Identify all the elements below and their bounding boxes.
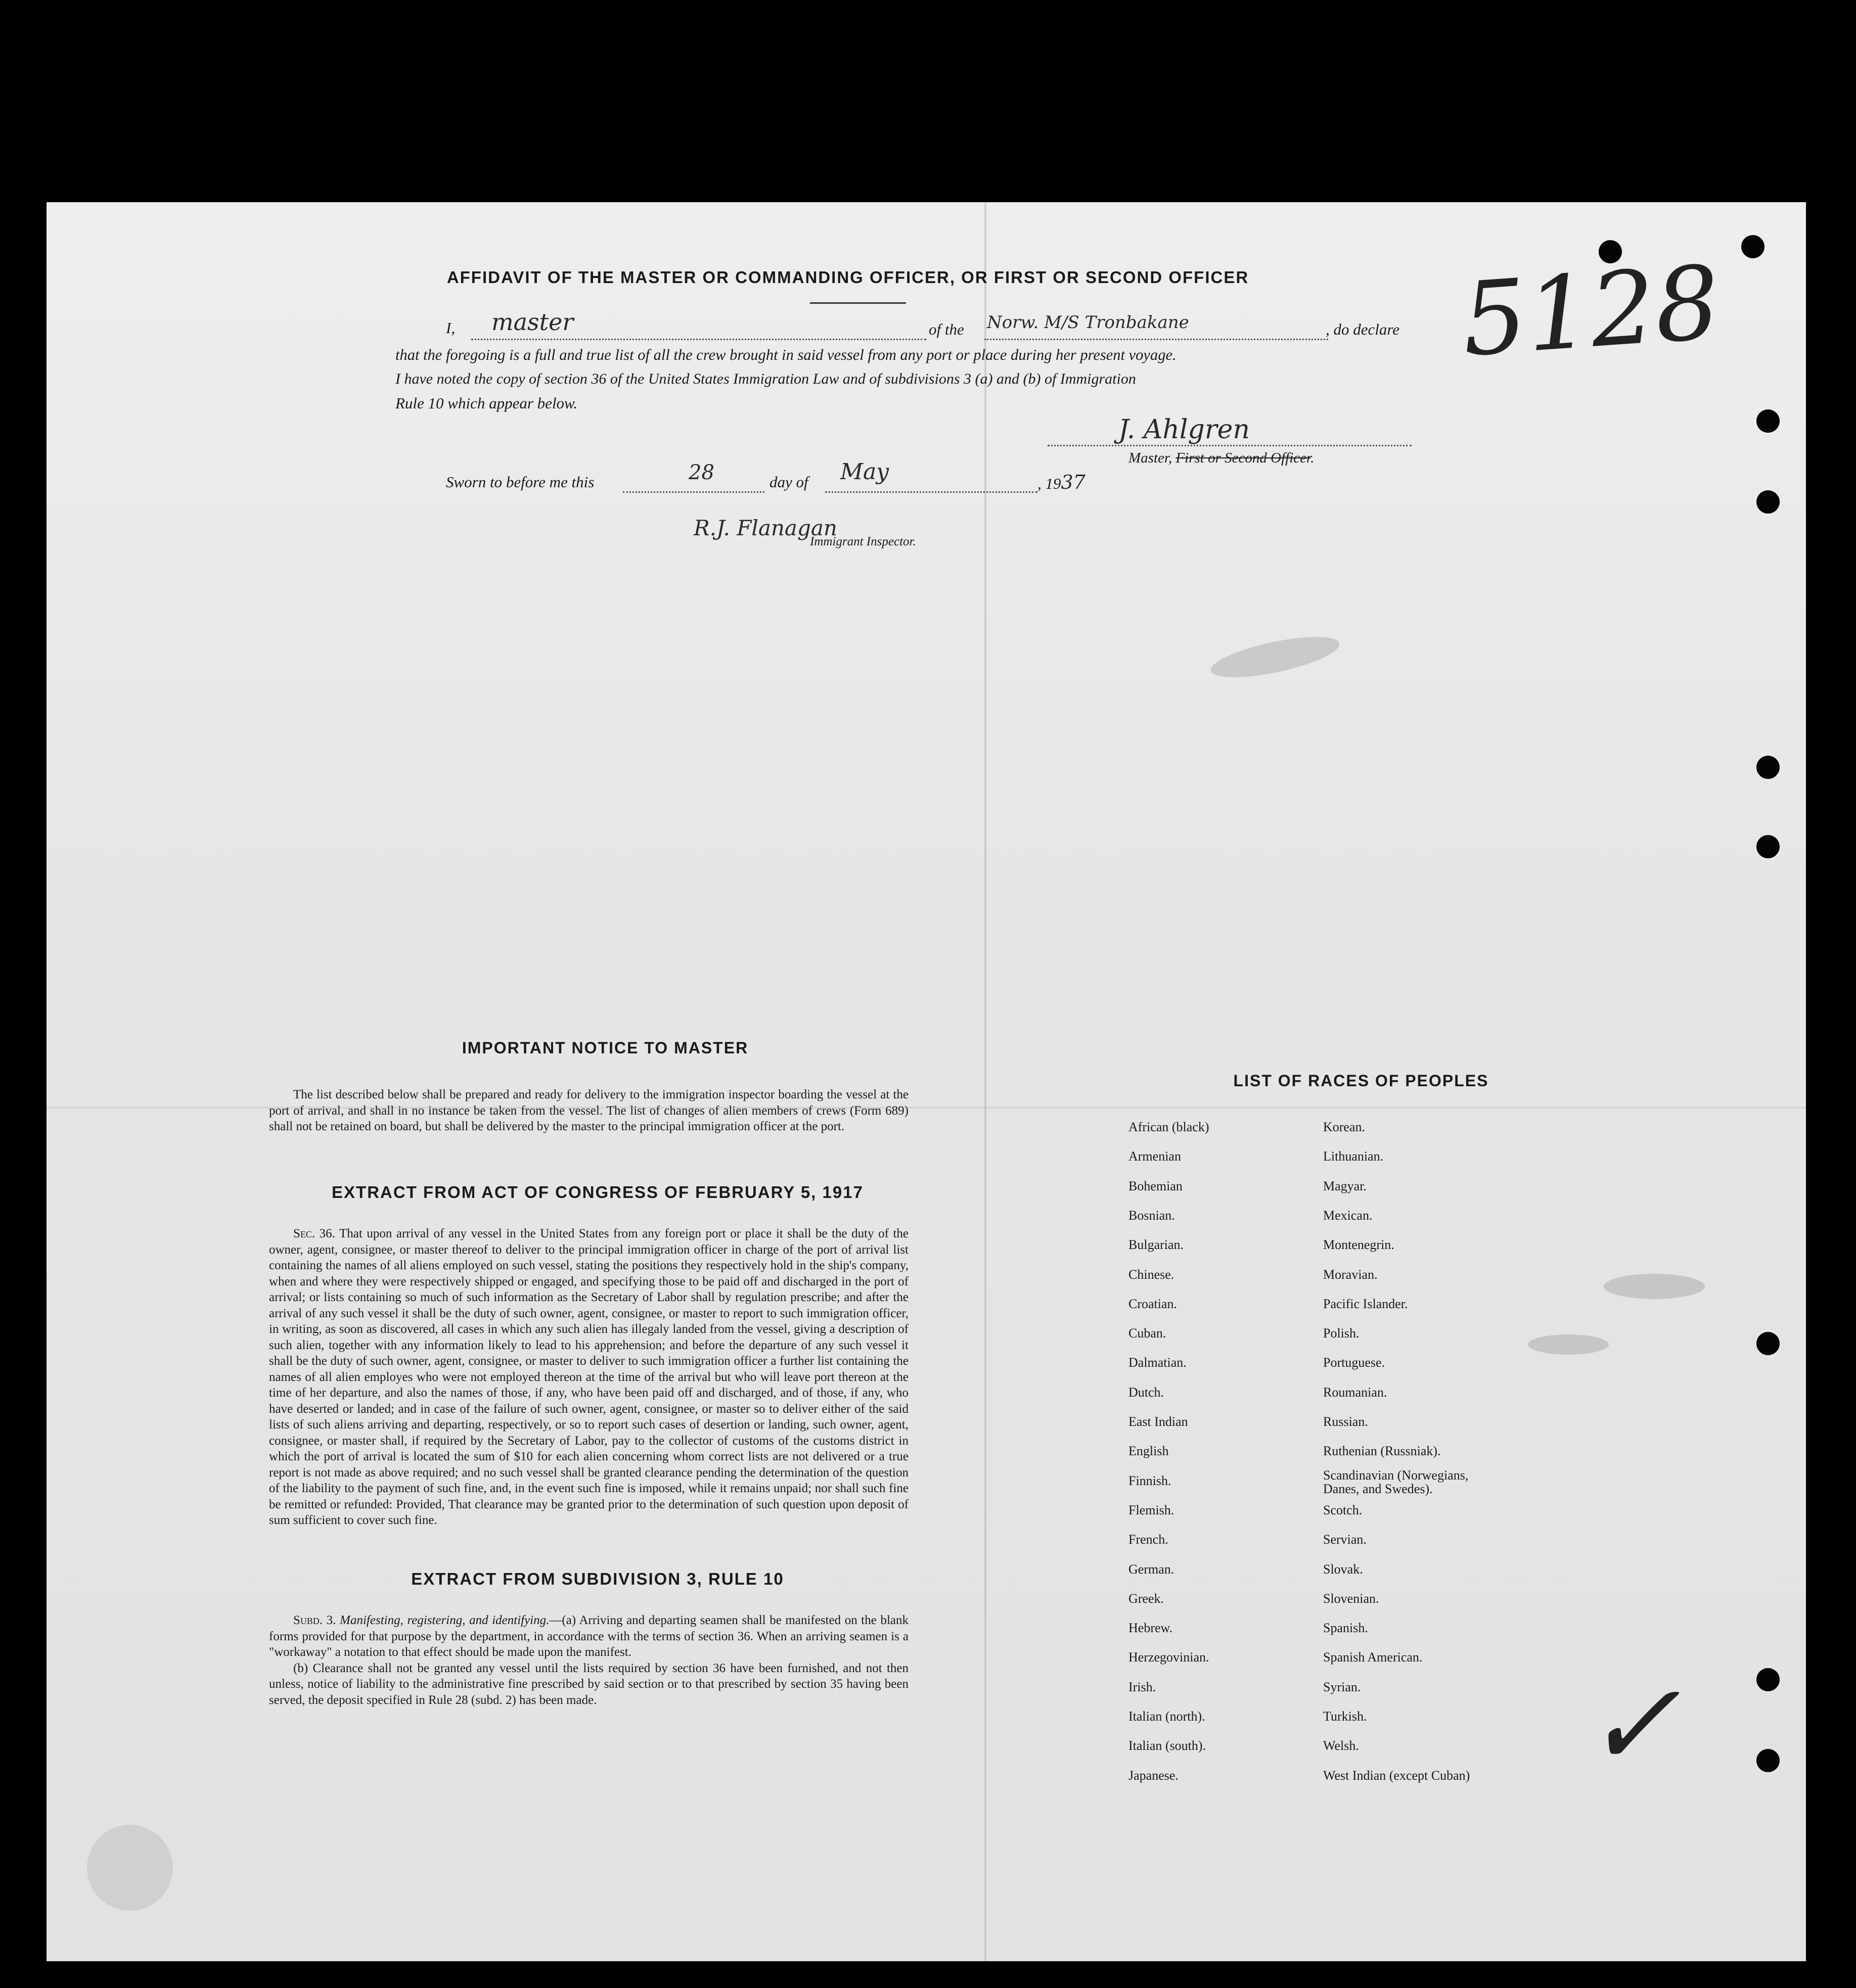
of-the-label: of the — [929, 320, 964, 338]
race-item: Welsh. — [1323, 1738, 1359, 1753]
section-label: Sec. 36. — [293, 1227, 335, 1240]
race-item: Moravian. — [1323, 1267, 1378, 1282]
i-label: I, — [446, 319, 456, 337]
document-page — [47, 202, 1806, 1961]
race-item: Montenegrin. — [1323, 1237, 1394, 1253]
name-blank — [471, 339, 926, 340]
year-label — [1037, 470, 1085, 496]
master-caption-prefix: Master, — [1128, 450, 1176, 466]
race-item: Dutch. — [1128, 1384, 1164, 1400]
struck-officer-text: First or Second Officer — [1175, 450, 1311, 466]
race-item: Italian (south). — [1128, 1738, 1206, 1753]
title-rule — [810, 302, 906, 304]
race-item: Slovak. — [1323, 1561, 1363, 1577]
race-item: Finnish. — [1128, 1473, 1171, 1488]
sworn-label: Sworn to before me this — [446, 473, 595, 491]
race-item: Pacific Islander. — [1323, 1296, 1408, 1311]
vessel-handwritten: Norw. M/S Tronbakane — [987, 312, 1189, 333]
sworn-day: 28 — [689, 461, 714, 484]
race-item: Russian. — [1323, 1414, 1368, 1429]
day-of-label: day of — [769, 473, 808, 491]
subd-heading: Manifesting, registering, and identifying. — [340, 1613, 550, 1627]
race-item: Hebrew. — [1128, 1621, 1173, 1636]
race-item: Irish. — [1128, 1679, 1156, 1694]
race-item: Mexican. — [1323, 1208, 1373, 1223]
subd-label: Subd. 3. — [293, 1613, 336, 1627]
punch-hole — [1756, 490, 1780, 514]
race-item: Spanish. — [1323, 1621, 1368, 1636]
race-item: Polish. — [1323, 1326, 1360, 1341]
notice-body: The list described below shall be prepared and ready for delivery to the immigration inspector boarding the vessel at the port of arrival, and shall in no instance be taken from the vessel. The list of changes of alien members of crews (Form 689) shall not be retained on board, but shall be delivered by the master to the principal immigration officer at the port. — [269, 1088, 909, 1133]
race-item: Herzegovinian. — [1128, 1650, 1209, 1665]
para-a-text: —(a) Arriving and departing seamen shall be manifested on the blank forms provided for that purpose by the department, in accordance with the terms of section 36. When an arriving seamen is a "workaway" a notation to that effect should be made upon the manifest. — [269, 1613, 909, 1659]
punch-hole — [1741, 235, 1764, 258]
smudge — [1528, 1334, 1609, 1355]
race-item: Roumanian. — [1323, 1384, 1387, 1400]
punch-hole — [1756, 756, 1780, 779]
inspector-signature: R.J. Flanagan — [694, 516, 837, 540]
race-item: Ruthenian (Russniak). — [1323, 1444, 1441, 1459]
fold-line-vertical — [984, 202, 986, 1961]
rule-extract-body — [269, 1612, 909, 1708]
punch-hole — [1756, 1749, 1780, 1772]
smudge — [1604, 1274, 1705, 1299]
race-item: Magyar. — [1323, 1178, 1367, 1193]
master-caption — [1128, 446, 1314, 470]
section-text: That upon arrival of any vessel in the United States from any foreign port or place it shall be the duty of the owner, agent, consignee, or master thereof to deliver to the principal immigration officer in charge of the port of arrival list containing the names of all aliens employed on such vessel, stating the positions they respectively hold in the ship's company, when and where they were respectively shipped or engaged, and specifying those to be paid off and discharged in the port of arrival; or lists containing so much of such information as the Secretary of Labor shall by regulation prescribe; and after the arrival of any such vessel it shall be the duty of such owner, agent, consignee, or master to report to such immigration officer, in writing, as soon as discovered, all cases in which any such alien has illegaly landed from the vessel, giving a description of such alien, together with any information likely to lead to his apprehension; and before the departure of any such vessel it shall be the duty of such owner, agent, consignee, or master to deliver to such immigration officer a further list containing the names of all alien employes who were not employed thereon at the time of the arrival but who will leave port thereon at the time of her departure, and also the names of those, if any, who have been paid off and discharged, and of those, if any, who have deserted or landed; and in case of the failure of such owner, agent, consignee, or master so to deliver either of the said lists of such aliens arriving and departing, respectively, or so to report such cases of desertion or landing, such owner, agent, consignee, or master shall, if required by the Secretary of Labor, pay to the collector of customs of the customs district in which the port of arrival is located the sum of $10 for each alien concerning whom correct lists are not delivered or a true report is not made as above required; and no such vessel shall be granted clearance pending the determination of the question of the liability to the payment of such fine, and, in the event such fine is imposed, while it remains unpaid; nor shall such fine be remitted or refunded: Provided, That clearance may be granted prior to the determination of such question upon deposit of sum sufficient to cover such fine. — [269, 1227, 909, 1527]
affidavit-line-3: I have noted the copy of section 36 of the United States Immigration Law and of subdivisions 3 (a) and (b) of Immigration — [395, 371, 1136, 387]
race-item: Bohemian — [1128, 1178, 1183, 1193]
smudge — [1208, 629, 1343, 686]
race-item: Bosnian. — [1128, 1208, 1175, 1223]
do-declare-label: , do declare — [1326, 320, 1400, 338]
race-item: West Indian (except Cuban) — [1323, 1768, 1470, 1783]
race-item: Greek. — [1128, 1591, 1164, 1606]
race-item: African (black) — [1128, 1120, 1209, 1134]
top-number-annotation: 5128 — [1458, 244, 1724, 380]
affidavit-title: AFFIDAVIT OF THE MASTER OR COMMANDING OFFICER, OR FIRST OR SECOND OFFICER — [446, 268, 1249, 287]
punch-hole — [1756, 835, 1780, 858]
race-item: Italian (north). — [1128, 1709, 1205, 1724]
race-item: Korean. — [1323, 1120, 1366, 1134]
year-handwritten: 37 — [1061, 471, 1085, 493]
punch-hole — [1756, 1332, 1780, 1355]
affidavit-line-2: that the foregoing is a full and true list of all the crew brought in said vessel from any port or place during her present voyage. — [395, 346, 1176, 363]
race-item: Slovenian. — [1323, 1591, 1379, 1606]
race-item: Flemish. — [1128, 1502, 1174, 1517]
race-item: Cuban. — [1128, 1326, 1166, 1341]
rule-para-a — [269, 1612, 909, 1660]
race-item: Scandinavian (Norwegians, Danes, and Swedes). — [1323, 1467, 1469, 1496]
master-signature: J. Ahlgren — [1118, 414, 1250, 445]
master-caption-suffix: . — [1310, 450, 1315, 466]
master-name-handwritten: master — [491, 308, 574, 336]
race-item: English — [1128, 1444, 1169, 1459]
notice-title: IMPORTANT NOTICE TO MASTER — [462, 1039, 749, 1057]
race-item: Bulgarian. — [1128, 1237, 1184, 1253]
race-item: Syrian. — [1323, 1679, 1361, 1694]
month-blank — [825, 491, 1037, 493]
race-item: Croatian. — [1128, 1296, 1178, 1311]
rule-para-b: (b) Clearance shall not be granted any vessel until the lists required by section 36 have been furnished, and not then unless, notice of liability to the administrative fine prescribed by said section or to that prescribed by section 35 having been served, the deposit specified in Rule 28 (subd. 2) has been made. — [269, 1661, 909, 1707]
punch-hole — [1756, 1668, 1780, 1691]
race-item: Spanish American. — [1323, 1650, 1423, 1665]
race-item: Armenian — [1128, 1149, 1181, 1164]
year-prefix: , 19 — [1037, 475, 1061, 492]
race-item: Japanese. — [1128, 1768, 1179, 1783]
race-item: German. — [1128, 1561, 1174, 1577]
race-item: Chinese. — [1128, 1267, 1174, 1282]
smudge — [87, 1825, 173, 1911]
race-item: Dalmatian. — [1128, 1355, 1187, 1370]
races-title: LIST OF RACES OF PEOPLES — [1233, 1072, 1489, 1090]
act-extract-title: EXTRACT FROM ACT OF CONGRESS OF FEBRUARY 5, 1917 — [332, 1183, 864, 1201]
race-item: Portuguese. — [1323, 1355, 1385, 1370]
race-item: Lithuanian. — [1323, 1149, 1384, 1164]
race-item: Servian. — [1323, 1532, 1367, 1547]
check-mark-annotation: ✓ — [1583, 1658, 1681, 1793]
race-item: Turkish. — [1323, 1709, 1367, 1724]
affidavit-line-4: Rule 10 which appear below. — [395, 394, 578, 412]
race-item: French. — [1128, 1532, 1168, 1547]
vessel-blank — [984, 339, 1328, 340]
act-extract-body — [269, 1226, 909, 1529]
race-item: East Indian — [1128, 1414, 1188, 1429]
race-item: Scotch. — [1323, 1502, 1363, 1517]
sworn-month: May — [840, 459, 889, 485]
inspector-caption: Immigrant Inspector. — [810, 535, 916, 548]
punch-hole — [1756, 409, 1780, 433]
day-blank — [623, 491, 764, 493]
rule-extract-title: EXTRACT FROM SUBDIVISION 3, RULE 10 — [411, 1569, 784, 1588]
